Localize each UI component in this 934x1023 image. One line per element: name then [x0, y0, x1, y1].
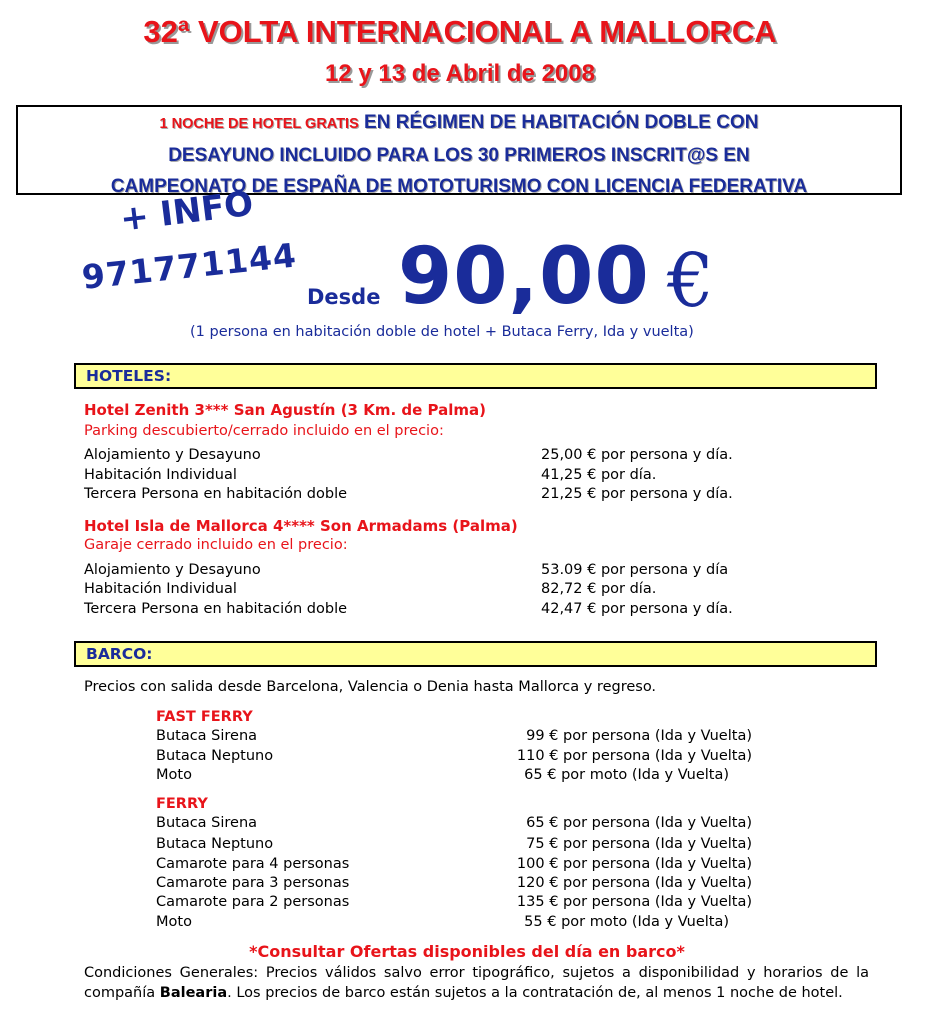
promo-line-3: CAMPEONATO DE ESPAÑA DE MOTOTURISMO CON LICENCIA FEDERATIVA — [110, 176, 808, 197]
hotel-1-rate-1-price: 25,00 € por persona y día. — [541, 447, 733, 463]
ferry-row-3-label: Camarote para 4 personas — [156, 856, 350, 872]
hotel-2-name: Hotel Isla de Mallorca 4**** Son Armadams (Palma) — [84, 517, 518, 535]
fast-ferry-row-2-price: 110 € por persona (Ida y Vuelta) — [516, 748, 752, 764]
hotel-1-rate-3-label: Tercera Persona en habitación doble — [84, 486, 348, 502]
general-conditions — [84, 964, 869, 1003]
info-label: + INFO — [118, 183, 256, 240]
fast-ferry-row-1-label: Butaca Sirena — [156, 728, 258, 744]
page-title: 32ª VOLTA INTERNACIONAL A MALLORCA — [143, 14, 777, 49]
ferry-row-4-price: 120 € por persona (Ida y Vuelta) — [516, 875, 752, 891]
ferry-row-2-label: Butaca Neptuno — [156, 836, 274, 852]
ferry-row-5-price: 135 € por persona (Ida y Vuelta) — [516, 894, 752, 910]
hotel-1-rate-1-label: Alojamiento y Desayuno — [84, 447, 261, 463]
company-name: Balearia — [159, 984, 228, 1001]
conditions-text-1: Condiciones Generales: Precios válidos salvo error tipográfico, sujetos a disponibilidad y horarios de la compañía — [84, 965, 869, 1001]
promo-line-1-rest: EN RÉGIMEN DE HABITACIÓN DOBLE CON — [358, 112, 759, 133]
boat-intro: Precios con salida desde Barcelona, Valencia o Denia hasta Mallorca y regreso. — [84, 679, 657, 695]
hotel-2-rate-3-label: Tercera Persona en habitación doble — [84, 601, 348, 617]
ferry-title: FERRY — [156, 796, 208, 812]
promo-line-1 — [18, 107, 900, 140]
info-phone: 971771144 — [80, 235, 299, 297]
hotels-heading: HOTELES: — [74, 363, 877, 389]
price-currency: € — [667, 238, 715, 324]
promo-line-2: DESAYUNO INCLUIDO PARA LOS 30 PRIMEROS INSCRIT@S EN — [168, 145, 750, 166]
fast-ferry-row-3-label: Moto — [156, 767, 192, 783]
promo-highlight: 1 NOCHE DE HOTEL GRATIS — [159, 116, 359, 132]
hotel-1-rate-3-price: 21,25 € por persona y día. — [541, 486, 733, 502]
ferry-row-6-price: 55 € por moto (Ida y Vuelta) — [524, 914, 729, 930]
hotel-2-rate-3-price: 42,47 € por persona y día. — [541, 601, 733, 617]
ferry-row-1-label: Butaca Sirena — [156, 815, 258, 831]
hotel-1-subtitle: Parking descubierto/cerrado incluido en el precio: — [84, 423, 444, 439]
hotel-2-rate-1-price: 53.09 € por persona y día — [541, 562, 729, 578]
boat-heading: BARCO: — [74, 641, 877, 667]
ferry-row-3-price: 100 € por persona (Ida y Vuelta) — [516, 856, 752, 872]
hotel-2-rate-2-price: 82,72 € por día. — [541, 581, 657, 597]
price-amount: 90,00 — [398, 232, 650, 322]
fast-ferry-row-3-price: 65 € por moto (Ida y Vuelta) — [524, 767, 729, 783]
event-date: 12 y 13 de Abril de 2008 — [325, 60, 595, 87]
consult-offers-note: *Consultar Ofertas disponibles del día en barco* — [249, 942, 685, 961]
ferry-row-6-label: Moto — [156, 914, 192, 930]
price-prefix: Desde — [307, 285, 381, 309]
hotel-1-rate-2-label: Habitación Individual — [84, 467, 237, 483]
ferry-row-4-label: Camarote para 3 personas — [156, 875, 350, 891]
hotel-2-rate-1-label: Alojamiento y Desayuno — [84, 562, 261, 578]
promo-box — [16, 105, 902, 195]
hotel-1-rate-2-price: 41,25 € por día. — [541, 467, 657, 483]
hotel-1-name: Hotel Zenith 3*** San Agustín (3 Km. de Palma) — [84, 401, 486, 419]
conditions-text-2: . Los precios de barco están sujetos a la contratación de, al menos 1 noche de hotel. — [227, 984, 843, 1001]
fast-ferry-row-1-price: 99 € por persona (Ida y Vuelta) — [526, 728, 752, 744]
hotel-2-subtitle: Garaje cerrado incluido en el precio: — [84, 537, 348, 553]
price-note: (1 persona en habitación doble de hotel + Butaca Ferry, Ida y vuelta) — [190, 324, 694, 340]
ferry-row-2-price: 75 € por persona (Ida y Vuelta) — [526, 836, 752, 852]
ferry-row-5-label: Camarote para 2 personas — [156, 894, 350, 910]
ferry-row-1-price: 65 € por persona (Ida y Vuelta) — [526, 815, 752, 831]
fast-ferry-title: FAST FERRY — [156, 709, 253, 725]
fast-ferry-row-2-label: Butaca Neptuno — [156, 748, 274, 764]
hotel-2-rate-2-label: Habitación Individual — [84, 581, 237, 597]
